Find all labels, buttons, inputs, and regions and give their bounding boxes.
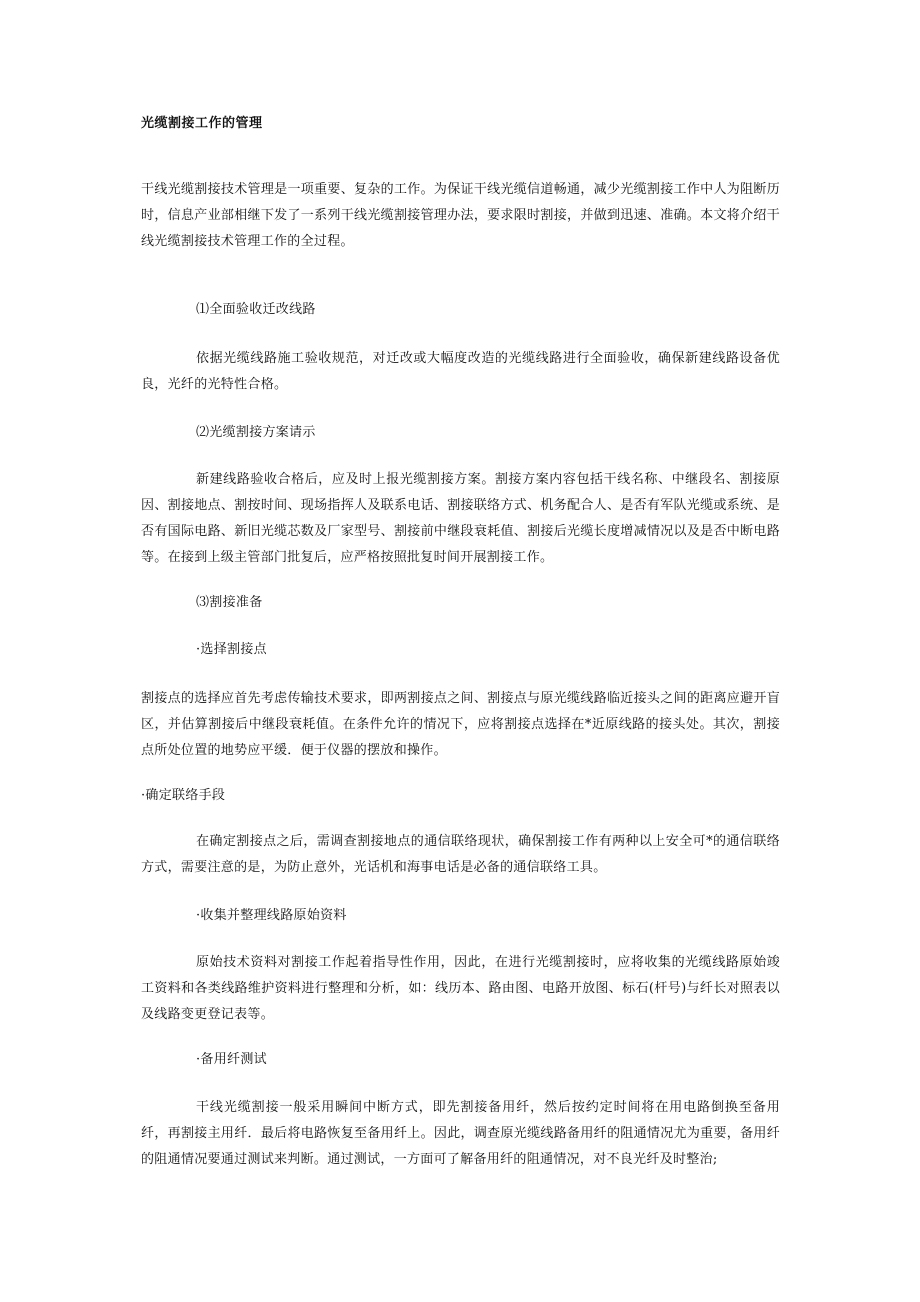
document-title: 光缆割接工作的管理 [141,116,263,131]
item-2-paragraph: 在确定割接点之后，需调查割接地点的通信联络现状，确保割接工作有两种以上安全可*的通信联络方式，需要注意的是，为防止意外，光话机和海事电话是必备的通信联络工具。 [141,834,780,875]
item-1-heading: ·选择割接点 [196,642,267,657]
section-2-heading: ⑵光缆割接方案请示 [196,425,316,440]
section-1-paragraph: 依据光缆线路施工验收规范，对迁改或大幅度改造的光缆线路进行全面验收，确保新建线路设备优良，光纤的光特性合格。 [141,351,780,392]
section-2-paragraph: 新建线路验收合格后，应及时上报光缆割接方案。割接方案内容包括干线名称、中继段名、割接原因、割接地点、割按时间、现场指挥人及联系电话、割接联络方式、机务配合人、是否有军队光缆或系统、是否有国际电路、新旧光缆芯数及厂家型号、割接前中继段衰耗值、割接后光缆长度增减情况以及是否中断电路等。在接到上级主管部门批复后，应严格按照批复时间开展割接工作。 [141,472,780,565]
item-3-heading: ·收集并整理线路原始资料 [196,908,347,923]
item-3-paragraph: 原始技术资料对割接工作起着指导性作用，因此，在进行光缆割接时，应将收集的光缆线路原始竣工资料和各类线路维护资料进行整理和分析，如：线历本、路由图、电路开放图、标石(杆号)与纤长对照表以及线路变更登记表等。 [141,955,780,1022]
section-3-heading: ⑶割接准备 [196,595,263,610]
item-2-heading: ·确定联络手段 [141,788,226,803]
intro-paragraph: 干线光缆割接技术管理是一项重要、复杂的工作。为保证干线光缆信道畅通，减少光缆割接工作中人为阻断历时，信息产业部相继下发了一系列干线光缆割接管理办法，要求限时割接，并做到迅速、准确。本文将介绍干线光缆割接技术管理工作的全过程。 [141,182,780,249]
item-4-heading: ·备用纤测试 [196,1052,267,1067]
item-1-paragraph: 割接点的选择应首先考虑传输技术要求，即两割接点之间、割接点与原光缆线路临近接头之间的距离应避开盲区，并估算割接后中继段衰耗值。在条件允许的情况下，应将割接点选择在*近原线路的接头处。其次，割接点所处位置的地势应平缓．便于仪器的摆放和操作。 [141,691,780,758]
item-4-paragraph: 干线光缆割接一般采用瞬间中断方式，即先割接备用纤，然后按约定时间将在用电路倒换至备用纤，再割接主用纤．最后将电路恢复至备用纤上。因此，调查原光缆线路备用纤的阻通情况尤为重要，备用纤的阻通情况要通过测试来判断。通过测试，一方面可了解备用纤的阻通情况，对不良光纤及时整治; [141,1100,780,1167]
section-1-heading: ⑴全面验收迁改线路 [196,302,316,317]
